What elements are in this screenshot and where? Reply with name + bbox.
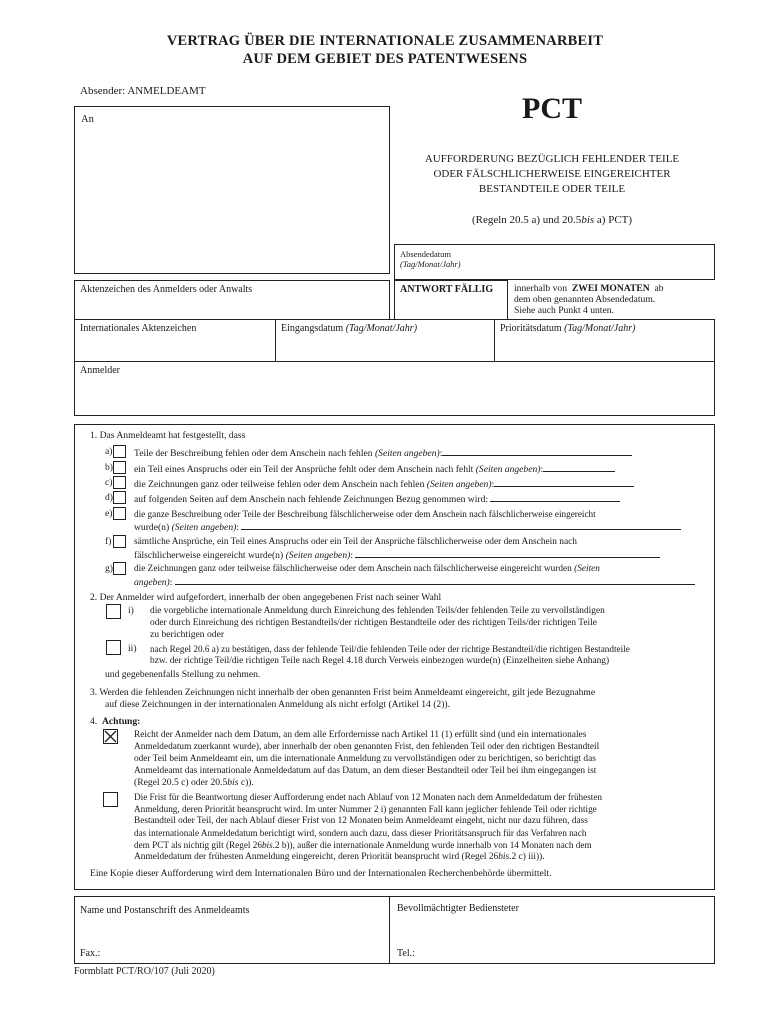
request-title-line2: ODER FÄLSCHLICHERWEISE EINGEREICHTER — [433, 168, 671, 180]
checkbox-1c[interactable] — [113, 476, 126, 489]
filing-date-label — [281, 323, 417, 334]
item-f-letter: f) — [105, 536, 112, 547]
item-b-desc: ein Teil eines Anspruchs oder ein Teil der Ansprüche fehlt oder dem Anschein nach fehlt — [134, 464, 474, 475]
item-d-letter: d) — [105, 492, 113, 503]
option-ii-num: ii) — [128, 643, 137, 654]
dispatch-date-box[interactable] — [394, 244, 715, 280]
section2-heading: 2. Der Anmelder wird aufgefordert, innerhalb der oben angegebenen Frist nach seiner Wahl — [90, 592, 442, 603]
request-title — [392, 152, 712, 197]
treaty-title-line1: VERTRAG ÜBER DIE INTERNATIONALE ZUSAMMENARBEIT — [166, 33, 604, 49]
section3-line1: 3. Werden die fehlenden Zeichnungen nicht innerhalb der oben genannten Frist beim Anmeldeamt eingereicht, gilt jede Bezugnahme — [90, 688, 596, 698]
pct-heading: PCT — [522, 92, 582, 125]
item-c-letter: c) — [105, 477, 113, 488]
addressee-box[interactable] — [74, 106, 390, 274]
footer-divider — [389, 897, 390, 963]
item-g-line1 — [134, 563, 600, 575]
reply-due-text2: ab — [654, 283, 664, 294]
section4-heading — [90, 716, 140, 728]
item-f-line1: sämtliche Ansprüche, ein Teil eines Anspruchs oder ein Teil der Ansprüche fälschlicherweise oder dem Anschein nach — [134, 537, 577, 547]
rules-ref-suffix: a) PCT) — [594, 214, 633, 226]
s4p2-line6 — [134, 851, 709, 863]
item-b-text — [134, 462, 615, 476]
item-e-line2 — [134, 520, 681, 534]
form-reference: Formblatt PCT/RO/107 (Juli 2020) — [74, 966, 215, 977]
item-f-line2 — [134, 548, 660, 562]
authorized-officer-label: Bevollmächtigter Bediensteter — [397, 903, 519, 914]
request-title-line1: AUFFORDERUNG BEZÜGLICH FEHLENDER TEILE — [424, 153, 680, 165]
reply-due-text1: innerhalb von — [514, 283, 568, 294]
rules-ref-bis: bis — [581, 214, 595, 226]
reply-due-line3: Siehe auch Punkt 4 unten. — [514, 305, 614, 316]
checkbox-1a[interactable] — [113, 445, 126, 458]
s4p1-line4: Anmeldeamt das internationale Anmeldedatum auf das Datum, an dem dieser Bestandteil oder Teil bei ihm eingegangen ist — [134, 766, 597, 776]
s4p1-last-suffix: c)). — [238, 777, 254, 788]
checkbox-1g[interactable] — [113, 562, 126, 575]
item-f-colon: : — [350, 550, 353, 561]
request-title-line3: BESTANDTEILE ODER TEILE — [478, 183, 626, 195]
s4p2-line2: Anmeldung, deren Priorität beansprucht wird. Im unter Nummer 2 i) genannten Fall kann jeglicher fehlende Teil oder richtige — [134, 804, 597, 814]
s4p2-line1: Die Frist für die Beantwortung dieser Aufforderung endet nach Ablauf von 12 Monaten nach dem Anmeldedatum der frühesten — [134, 792, 603, 802]
s4p2-l6-prefix: Anmeldedatum der frühesten Anmeldung eingereicht, deren Priorität beansprucht wird (Regel 26 — [134, 852, 499, 862]
item-c-desc: die Zeichnungen ganz oder teilweise fehlen oder dem Anschein nach fehlen — [134, 479, 425, 490]
filing-date-format: (Tag/Monat/Jahr) — [345, 323, 418, 334]
item-c-pages-blank[interactable] — [494, 477, 634, 487]
item-e-pages-blank[interactable] — [241, 520, 681, 530]
s4p2-l5-prefix: dem PCT als nichtig gilt (Regel 26 — [134, 840, 262, 850]
item-c-text — [134, 477, 634, 491]
checkbox-1b[interactable] — [113, 461, 126, 474]
item-a-text — [134, 446, 632, 460]
item-a-pages-blank[interactable] — [442, 446, 632, 456]
item-d-text — [134, 492, 620, 506]
applicant-label: Anmelder — [80, 365, 120, 376]
item-e-letter: e) — [105, 508, 113, 519]
item-a-desc: Teile der Beschreibung fehlen oder dem Anschein nach fehlen — [134, 448, 373, 459]
item-g-pages-blank[interactable] — [175, 575, 695, 585]
priority-date-label — [500, 323, 635, 334]
reply-due-box — [394, 280, 715, 320]
treaty-title-line2: AUF DEM GEBIET DES PATENTWESENS — [242, 51, 528, 67]
checkbox-1f[interactable] — [113, 535, 126, 548]
reply-due-label: ANTWORT FÄLLIG — [400, 284, 494, 295]
checkbox-1e[interactable] — [113, 507, 126, 520]
priority-date-format: (Tag/Monat/Jahr) — [564, 323, 636, 334]
item-b-hint: (Seiten angeben) — [475, 464, 541, 475]
section4-num: 4. — [90, 716, 98, 727]
s4p2-l5-bis: bis — [261, 840, 273, 850]
item-g-hint2: angeben) — [134, 577, 170, 588]
item-a-hint: (Seiten angeben) — [374, 448, 440, 459]
applicant-reference-label: Aktenzeichen des Anmelders oder Anwalts — [80, 284, 253, 295]
item-c-hint: (Seiten angeben) — [426, 479, 492, 490]
checkbox-4-1[interactable] — [103, 729, 118, 744]
item-b-pages-blank[interactable] — [543, 462, 615, 472]
reply-due-label-cell — [394, 280, 508, 320]
s4p2-l6-bis: bis — [498, 852, 510, 862]
section4-paragraph1 — [134, 729, 709, 789]
office-name-label: Name und Postanschrift des Anmeldeamts — [80, 905, 250, 916]
filing-date-box[interactable] — [275, 319, 495, 362]
item-g-letter: g) — [105, 563, 113, 574]
s4p2-l6-suffix: .2 c) iii)). — [509, 852, 545, 862]
check-x-icon — [104, 730, 117, 743]
option-ii-line1: nach Regel 20.6 a) zu bestätigen, dass der fehlende Teil/die fehlenden Teile oder der richtige Bestandteil/die richtigen Bestandteile — [150, 644, 630, 654]
item-f-desc2: fälschlicherweise eingereicht wurde(n) — [134, 550, 284, 561]
item-e-hint: (Seiten angeben) — [171, 522, 237, 533]
reply-due-line2: dem oben genannten Absendedatum. — [514, 294, 656, 305]
section4-attention: Achtung: — [102, 716, 141, 727]
item-a-colon: : — [439, 448, 443, 459]
rules-reference — [392, 214, 712, 226]
intl-reference-box[interactable] — [74, 319, 276, 362]
section3-line2: auf diese Zeichnungen in der internationalen Anmeldung als nicht erfolgt (Artikel 14 (2)). — [105, 699, 450, 710]
item-g-desc: die Zeichnungen ganz oder teilweise fälschlicherweise oder dem Anschein nach fälschlicherweise eingereicht wurden — [134, 564, 572, 574]
option-i-num: i) — [128, 605, 134, 616]
checkbox-2i[interactable] — [106, 604, 121, 619]
checkbox-4-2[interactable] — [103, 792, 118, 807]
item-b-colon: : — [540, 464, 544, 475]
s4p1-line1: Reicht der Anmelder nach dem Datum, an dem alle Erfordernisse nach Artikel 11 (1) erfüllt sind (und ein internationales — [134, 730, 587, 740]
item-g-line2 — [134, 575, 695, 589]
item-e-colon: : — [236, 522, 239, 533]
s4p1-line5 — [134, 777, 709, 789]
priority-date-box[interactable] — [494, 319, 715, 362]
fax-label: Fax.: — [80, 948, 101, 959]
option-i-line3: zu berichtigen oder — [150, 629, 225, 640]
option-i-line1: die vorgebliche internationale Anmeldung durch Einreichung des fehlenden Teils/der fehlenden Teile zu vervollständigen — [150, 606, 605, 616]
section1-heading: 1. Das Anmeldeamt hat festgestellt, dass — [90, 430, 246, 441]
s4p2-line4: das internationale Anmeldedatum berichtigt wird, sondern auch dazu, dass dieser Prioritätsanspruch für das Verfahren nach — [134, 828, 587, 838]
s4p2-line3: Bestandteil oder Teil, der nach Ablauf dieser Frist von 12 Monaten beim Anmeldeamt eingeht, nicht nur dazu führen, dass — [134, 816, 588, 826]
section4-paragraph2 — [134, 791, 709, 863]
intl-reference-label: Internationales Aktenzeichen — [80, 323, 197, 334]
s4p2-line5 — [134, 839, 709, 851]
checkbox-1d[interactable] — [113, 491, 126, 504]
item-d-pages-blank[interactable] — [490, 492, 620, 502]
sender-label: Absender: ANMELDEAMT — [80, 85, 206, 97]
reply-due-period: ZWEI MONATEN — [571, 283, 650, 294]
priority-date-label-text: Prioritätsdatum — [500, 323, 562, 334]
addressee-label: An — [81, 114, 94, 125]
s4p1-line3: oder Teil beim Anmeldeamt ein, um die internationale Anmeldung zu vervollständigen oder zu berichtigen, so berichtigt das — [134, 754, 596, 764]
copy-notice: Eine Kopie dieser Aufforderung wird dem Internationalen Büro und der Internationalen Recherchenbehörde übermittelt. — [90, 868, 552, 879]
item-f-hint: (Seiten angeben) — [285, 550, 351, 561]
item-b-letter: b) — [105, 462, 113, 473]
item-c-colon: : — [491, 479, 495, 490]
item-f-pages-blank[interactable] — [355, 548, 660, 558]
footer-box — [74, 896, 715, 964]
item-g-colon: : — [169, 577, 173, 588]
filing-date-label-text: Eingangsdatum — [281, 323, 344, 334]
reply-due-line1 — [514, 283, 664, 294]
s4p2-l5-suffix: .2 b)), außer die internationale Anmeldung wurde innerhalb von 14 Monaten nach dem — [272, 840, 592, 850]
checkbox-2ii[interactable] — [106, 640, 121, 655]
applicant-reference-box[interactable] — [74, 280, 390, 320]
option-i-line2: oder durch Einreichung des richtigen Bestandteils/der richtigen Bestandteile oder des richtigen Teils/der richtigen Teile — [150, 618, 597, 628]
s4p1-line2: Anmeldedatum zuerkannt wurde), aber innerhalb der oben genannten Frist, den fehlenden Teil oder den richtigen Bestandteil — [134, 742, 600, 752]
item-e-desc2: wurde(n) — [134, 522, 170, 533]
item-a-letter: a) — [105, 446, 113, 457]
item-e-line1: die ganze Beschreibung oder Teile der Beschreibung fälschlicherweise oder dem Anschein nach fälschlicherweise eingereicht — [134, 509, 596, 519]
s4p1-last-prefix: (Regel 20.5 c) oder 20.5 — [134, 777, 228, 788]
applicant-box[interactable] — [74, 361, 715, 416]
option-ii-line2: bzw. der richtige Teil/die richtigen Teile nach Regel 4.18 durch Verweis einbezogen wurde(n) (Einzelheiten siehe Anhang) — [150, 656, 610, 666]
rules-ref-prefix: (Regeln 20.5 a) und 20.5 — [471, 214, 582, 226]
item-g-hint1: (Seiten — [574, 564, 600, 574]
dispatch-date-format: (Tag/Monat/Jahr) — [400, 259, 461, 269]
section2-tail: und gegebenenfalls Stellung zu nehmen. — [105, 669, 261, 680]
tel-label: Tel.: — [397, 948, 415, 959]
dispatch-date-label: Absendedatum — [400, 249, 451, 259]
s4p1-last-bis: bis — [227, 777, 239, 788]
item-d-desc: auf folgenden Seiten auf dem Anschein nach fehlende Zeichnungen Bezug genommen wird: — [134, 494, 489, 505]
